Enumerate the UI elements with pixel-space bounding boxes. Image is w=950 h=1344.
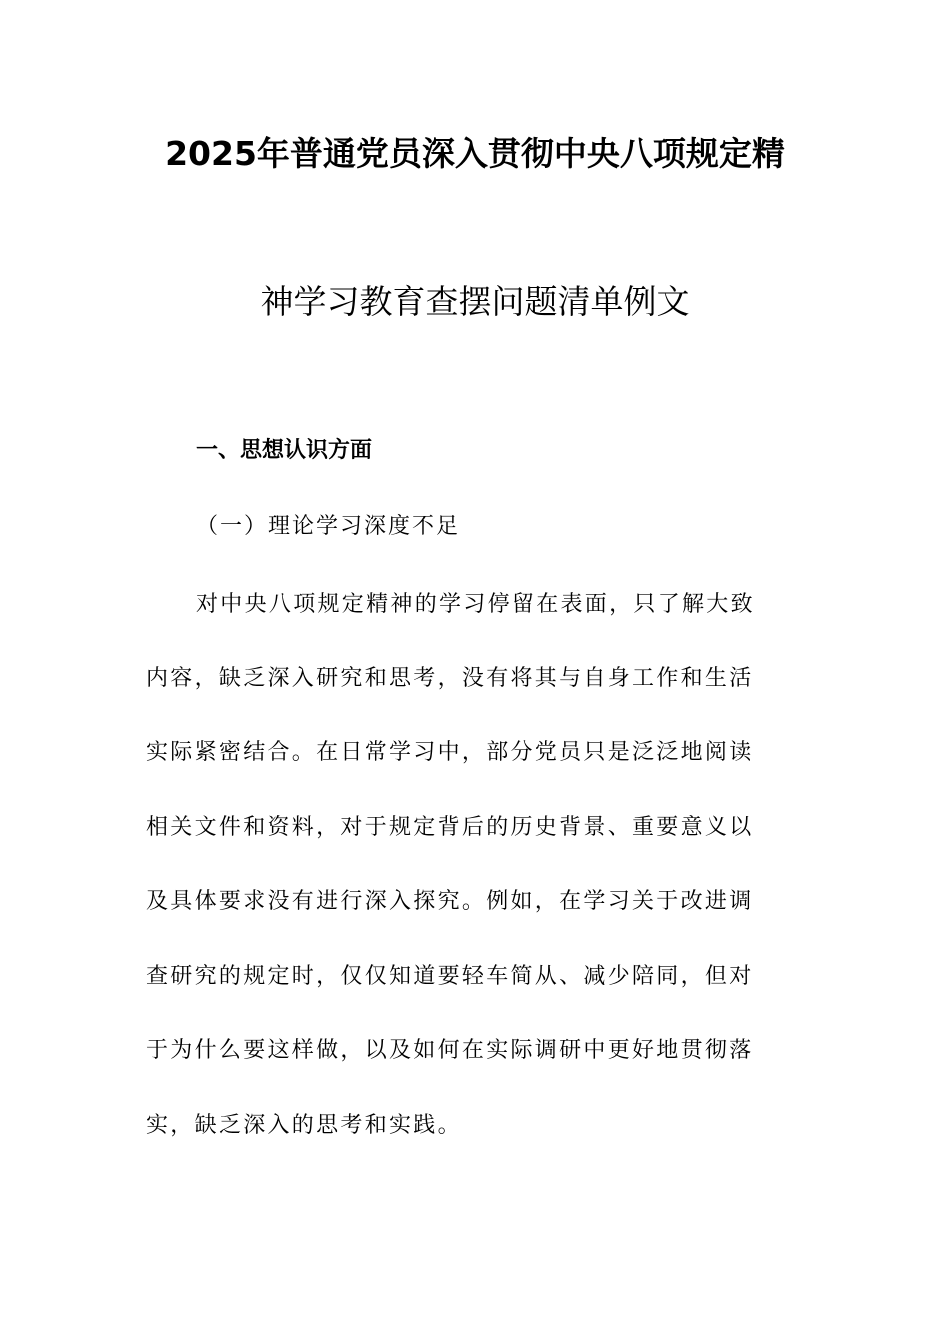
paragraph-line-4: 相关文件和资料，对于规定背后的历史背景、重要意义以 <box>146 815 754 840</box>
document-title-line-2: 神学习教育查摆问题清单例文 <box>260 282 690 321</box>
section-heading: 一、思想认识方面 <box>196 438 373 463</box>
paragraph-line-5: 及具体要求没有进行深入探究。例如，在学习关于改进调 <box>146 889 754 914</box>
paragraph-line-3: 实际紧密结合。在日常学习中，部分党员只是泛泛地阅读 <box>146 740 754 765</box>
paragraph-line-7: 于为什么要这样做，以及如何在实际调研中更好地贯彻落 <box>146 1038 754 1063</box>
document-title-line-1: 2025年普通党员深入贯彻中央八项规定精 <box>165 134 785 173</box>
subsection-heading: （一）理论学习深度不足 <box>196 514 461 539</box>
paragraph-line-8: 实，缺乏深入的思考和实践。 <box>146 1113 462 1138</box>
paragraph-line-1: 对中央八项规定精神的学习停留在表面，只了解大致 <box>196 592 755 617</box>
paragraph-line-2: 内容，缺乏深入研究和思考，没有将其与自身工作和生活 <box>146 666 754 691</box>
paragraph-line-6: 查研究的规定时，仅仅知道要轻车简从、减少陪同，但对 <box>146 964 754 989</box>
